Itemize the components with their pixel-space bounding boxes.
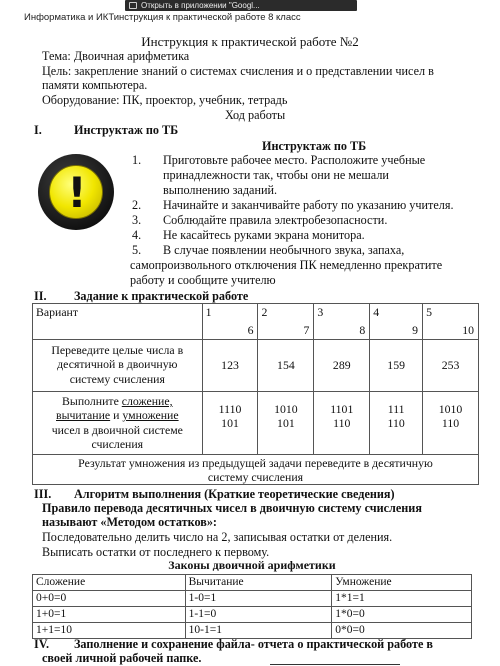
section-1-title: Инструктаж по ТБ [74, 123, 179, 137]
safety-item-5-line-1: В случае появлении необычного звука, запаха, [163, 243, 405, 257]
section-4-line-2: своей личной рабочей папке. [42, 651, 202, 665]
equipment-line: Оборудование: ПК, проектор, учебник, тетрадь [42, 93, 288, 107]
goal-line-1: Цель: закрепление знаний о системах счисления и о представлении чисел в [42, 64, 434, 78]
safety-num-5: 5. [132, 243, 142, 257]
rule-line-1: Правило перевода десятичных чисел в двоичную систему счисления [42, 501, 422, 515]
variant-number: 9 [412, 322, 419, 337]
task-value: 253 [423, 340, 479, 392]
laws-cell: 0*0=0 [332, 622, 472, 638]
task-value: 1010 [438, 402, 463, 416]
task-result-line-1: Результат умножения из предыдущей задачи переведите в десятичную [78, 455, 433, 470]
laws-cell: 1*1=1 [332, 590, 472, 606]
task-result-line-2: систему счисления [207, 469, 304, 484]
task-value: 1010 [274, 402, 298, 416]
safety-num-3: 3. [132, 213, 142, 227]
safety-title: Инструктаж по ТБ [262, 139, 367, 153]
task-label-part: и [110, 408, 123, 423]
variant-cell [314, 304, 370, 340]
section-3-title: Алгоритм выполнения (Краткие теоретические сведения) [74, 487, 395, 501]
laws-cell: 1-0=1 [185, 590, 332, 606]
task-row-convert [33, 340, 479, 392]
page-title: Инструкция к практической работе №2 [141, 34, 359, 49]
task-label-line: десятичной в двоичную [57, 357, 178, 372]
variant-cell [370, 304, 423, 340]
laws-header: Умножение [332, 574, 472, 590]
task-pair [370, 392, 423, 455]
task-pair [202, 392, 258, 455]
variant-number: 10 [462, 322, 474, 337]
task-value: 154 [258, 340, 314, 392]
task-label-part: Выполните [62, 394, 122, 408]
task-label-subtraction: вычитание [56, 408, 111, 423]
variant-cell [258, 304, 314, 340]
variant-number: 8 [359, 322, 366, 337]
safety-item-4: Не касайтесь руками экрана монитора. [163, 228, 365, 242]
task-pair [423, 392, 479, 455]
section-4-line-1: Заполнение и сохранение файла- отчета о практической работе в [74, 637, 434, 651]
laws-header: Вычитание [185, 574, 332, 590]
task-label-multiplication: умножение [122, 408, 179, 423]
task-value: 159 [370, 340, 423, 392]
safety-num-2: 2. [132, 198, 142, 212]
laws-row [33, 622, 472, 638]
task-value: 101 [277, 416, 295, 431]
task-value: 123 [202, 340, 258, 392]
variant-number: 7 [303, 322, 310, 337]
rule-line-2: называют «Методом остатков»: [42, 515, 217, 529]
laws-header-row [33, 574, 472, 590]
topic-line: Тема: Двоичная арифметика [42, 49, 190, 63]
task-value: 110 [441, 416, 460, 431]
task-label-line: чисел в двоичной системе [51, 422, 183, 437]
section-3-number: III. [34, 487, 52, 501]
laws-cell: 0+0=0 [33, 590, 186, 606]
task-value: 101 [221, 416, 239, 431]
laws-cell: 10-1=1 [185, 622, 332, 638]
rule-text-2: Выписать остатки от последнего к первому. [42, 545, 270, 559]
laws-cell: 1*0=0 [332, 606, 472, 622]
variant-row [33, 304, 479, 340]
task-label-arithmetic [33, 392, 203, 455]
rule-text-1: Последовательно делить число на 2, записывая остатки от деления. [42, 530, 393, 544]
section-1-number: I. [34, 123, 42, 137]
laws-title: Законы двоичной арифметики [168, 558, 336, 573]
safety-num-4: 4. [132, 228, 142, 242]
task-table [32, 303, 479, 485]
laws-table [32, 558, 472, 639]
variant-number: 4 [373, 305, 380, 319]
task-value: 111 [387, 402, 405, 416]
variant-number: 6 [247, 322, 254, 337]
task-value: 1110 [218, 402, 242, 416]
variant-number: 3 [317, 305, 324, 319]
laws-row [33, 590, 472, 606]
safety-item-3: Соблюдайте правила электробезопасности. [163, 213, 388, 227]
task-label-line: систему счисления [69, 371, 165, 386]
task-value: 110 [387, 416, 405, 431]
variant-cell [423, 304, 479, 340]
safety-item-1-line-3: выполнению заданий. [163, 183, 278, 197]
safety-num-1: 1. [132, 153, 142, 167]
safety-item-5-line-3: работу и сообщите учителю [130, 273, 276, 287]
section-4-number: IV. [34, 637, 50, 651]
laws-cell: 1+1=10 [33, 622, 186, 638]
section-2-number: II. [34, 289, 47, 303]
safety-item-5-line-2: самопроизвольного отключения ПК немедленно прекратите [130, 258, 443, 272]
task-label-line: счисления [91, 437, 144, 452]
variant-label: Вариант [33, 304, 203, 340]
laws-cell: 1+0=1 [33, 606, 186, 622]
variant-number: 5 [426, 305, 432, 319]
task-label-line: Переведите целые числа в [51, 343, 184, 357]
open-in-app-label: Открыть в приложении "Googl... [141, 1, 260, 10]
task-pair [314, 392, 370, 455]
task-label-addition: сложение, [121, 394, 173, 408]
laws-header: Сложение [33, 574, 186, 590]
variant-number: 2 [261, 305, 268, 319]
safety-item-1-line-1: Приготовьте рабочее место. Расположите учебные [163, 153, 426, 167]
task-value: 1101 [330, 402, 354, 416]
signature-line [270, 664, 400, 665]
laws-title-row [33, 558, 472, 574]
warning-icon: ! [38, 154, 114, 230]
variant-cell [202, 304, 258, 340]
task-label-convert [33, 340, 203, 392]
task-row-result [33, 454, 479, 485]
section-2-title: Задание к практической работе [74, 289, 249, 303]
task-value: 110 [333, 416, 351, 431]
task-row-arithmetic [33, 392, 479, 455]
task-result [33, 454, 479, 485]
task-value: 289 [314, 340, 370, 392]
safety-item-2: Начинайте и заканчивайте работу по указанию учителя. [163, 198, 454, 212]
goal-line-2: памяти компьютера. [42, 78, 148, 92]
laws-cell: 1-1=0 [185, 606, 332, 622]
task-pair [258, 392, 314, 455]
document-header: Информатика и ИКТинструкция к практической работе 8 класс [24, 12, 301, 23]
progress-heading: Ход работы [225, 108, 286, 122]
laws-row [33, 606, 472, 622]
safety-item-1-line-2: принадлежности так, чтобы они не мешали [163, 168, 389, 182]
variant-number: 1 [205, 305, 212, 319]
